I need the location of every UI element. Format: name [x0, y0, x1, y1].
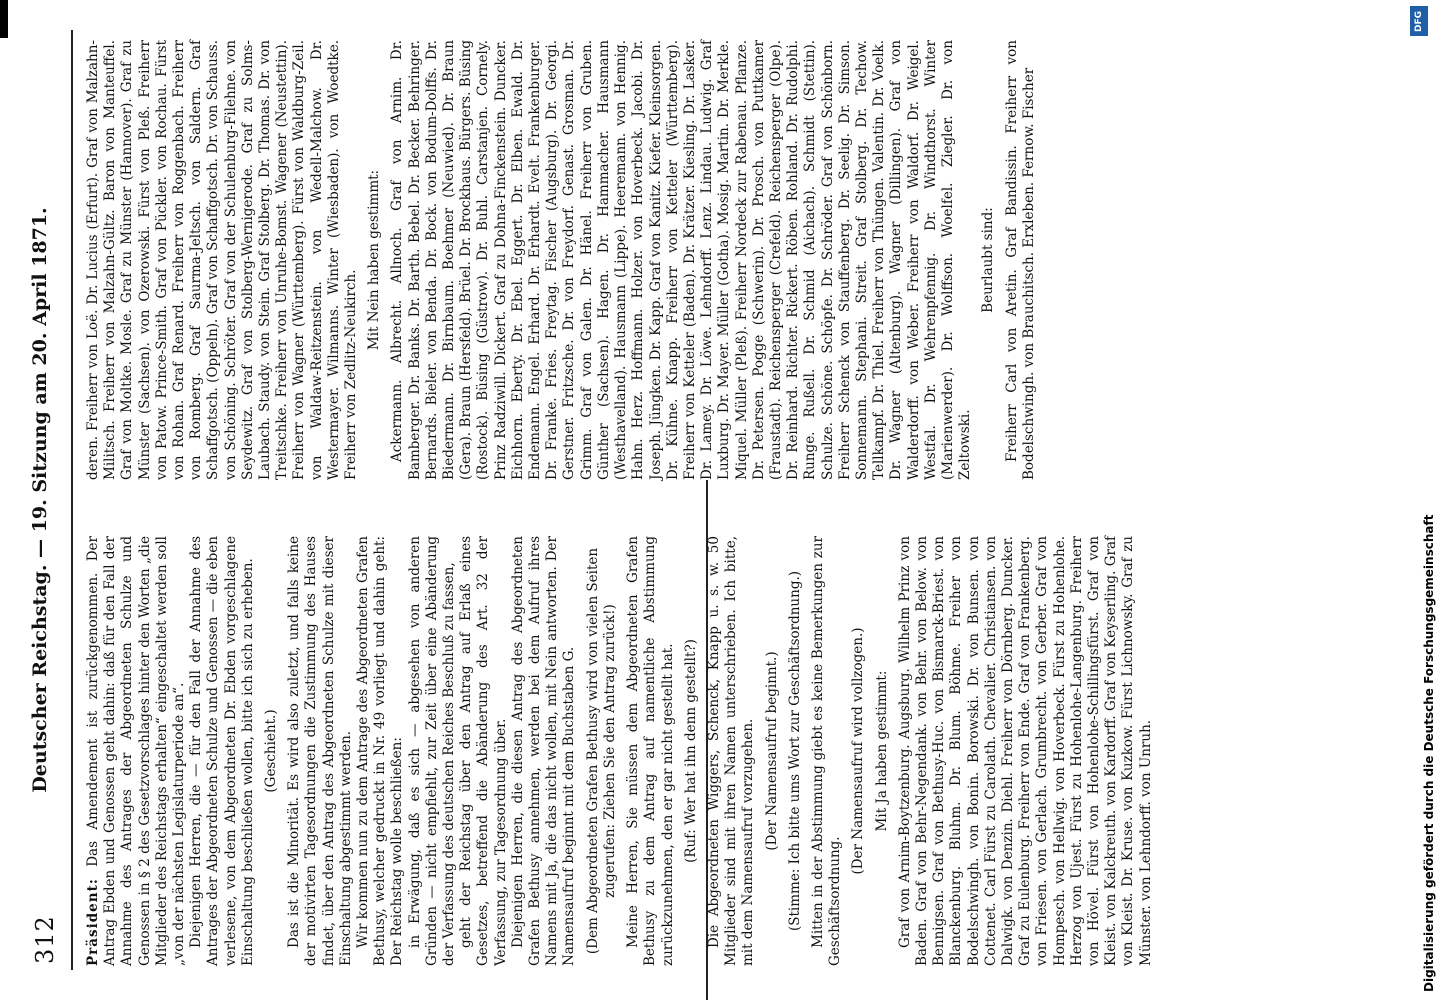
yes-voter-list-continued: deren. Freiherr von Loë. Dr. Lucius (Erfurt). Graf von Malzahn-Militsch. Freiherr von Malzahn-Gültz. Baron von Manteuffel. Graf von Moltke. Mosle. Graf zu Münster (Hannover). Graf zu Münster (Sachsen). von Ozerowski. Fürst von Pleß. Freiherr von Patow. Prince-Smith. Graf von Pückler. von Rochau. Fürst von Rohan. Graf Renard. Freiherr von Roggenbach. Freiherr von Romberg. Graf Saurma-Jeltsch. von Saldern. Graf Schaffgotsch. (Oppeln). Graf von Schaffgotsch. Dr. von Schauss. von Schöning. Schröter. Graf von der Schulenburg-Filehne. von Seydewitz. Graf von Stolberg-Wernigerode. Graf zu Solms-Laubach. Staudy. von Stein. Graf Stolberg. Dr. Thomas. Dr. von Treitschke. Freiherr von Unruhe-Bomst. Wagener (Neustettin). Freiherr von Wagner (Württemberg). Fürst von Waldburg-Zeil. von Waldaw-Reitzenstein. von Wedell-Malchow. Dr. Westermayer. Wilmanns. Winter (Wiesbaden). von Woedtke. Freiherr von Zedlitz-Neukirch. [85, 40, 360, 480]
paragraph-text: Das Amendement ist zurückgenommen. Der Antrag Ebden und Genossen geht dahin: daß für den Fall der Annahme des Antrages der Abgeordneten Schulze und Genossen in § 2 des Gesetzvorschlages hinter den Worten „die Mitglieder des Reichstags erhalten“ eingeschaltet werden soll „von der nächsten Legislaturperiode an“. [85, 536, 188, 966]
paragraph: Die Abgeordneten Wiggers, Schenck, Knapp u. s. w. 50 Mitglieder sind mit ihren Namen unterschrieben. Ich bitte, mit dem Namensaufruf vorzugehen. [705, 536, 757, 966]
vote-heading-no: Mit Nein haben gestimmt: [366, 169, 383, 351]
absent-list: Freiherr Carl von Aretin. Graf Bandissin. Freiherr von Bodelschwingh. von Brauchitsch. Erxleben. Fernow. Fischer [1003, 40, 1037, 480]
page-header [25, 30, 73, 970]
speaker-label: Präsident: [85, 878, 101, 966]
left-column [85, 536, 1155, 966]
paragraph: in Erwägung, daß es sich — abgesehen von anderen Gründen — nicht empfiehlt, zur Zeit über eine Abänderung der Verfassung des deutschen Reiches Beschluß zu fassen, [406, 536, 458, 966]
vote-heading-yes: Mit Ja haben gestimmt: [873, 670, 890, 832]
paragraph: Wir kommen nun zu dem Antrage des Abgeordneten Grafen Bethusy, welcher gedruckt in Nr. 49 vorliegt und dahin geht: Der Reichstag wolle beschließen: [355, 536, 406, 966]
stage-direction: (Ruf: Wer hat ihn denn gestellt?) [682, 639, 699, 863]
paragraph: Diejenigen Herren, die diesen Antrag des Abgeordneten Grafen Bethusy annehmen, werden bei dem Aufruf ihres Namens mit Ja, die das nicht wollen, mit Nein antworten. Der Namensaufruf beginnt mit dem Buchstaben G. [509, 536, 578, 966]
president-statement [85, 536, 188, 966]
stage-direction: (Geschieht.) [263, 709, 280, 793]
stage-direction: (Dem Abgeordneten Grafen Bethusy wird von vielen Seiten zugerufen: Ziehen Sie den Antrag zurück!) [584, 547, 618, 955]
page-title: Deutscher Reichstag. — 19. Sitzung am 20. April 1871. [29, 207, 51, 793]
stage-direction: (Stimme: Ich bitte ums Wort zur Geschäftsordnung.) [786, 570, 803, 932]
scan-edge-mark [0, 0, 8, 38]
paragraph: Meine Herren, Sie müssen dem Abgeordneten Grafen Bethusy zu dem Antrag auf namentliche Abstimmung zurückzunehmen, den er gar nicht gestellt hat. [625, 536, 676, 966]
yes-voter-list: Graf von Arnim-Boytzenburg. Augsburg. Wilhelm Prinz von Baden. Graf von Behr-Negendank. von Behr. von Below. von Bennigsen. Graf von Bethusy-Huc. von Bismarck-Briest. von Blanckenburg. Bluhm. Dr. Blum. Böhme. Freiher von Bodelschwingh. von Bonin. Borowski. Dr. von Bunsen. von Cottenet. Carl Fürst zu Carolath. Chevalier. Christiansen. von Dalwigk. von Denzin. Diehl. Freiherr von Dörnberg. Duncker. Graf zu Eulenburg. Freiherr von Ende. Graf von Frankenberg. von Friesen. von Gerlach. Grumbrecht. von Gerber. Graf von Hompesch. von Hellwig. von Hoverbeck. Fürst zu Hohenlohe. Herzog von Ujest. Fürst zu Hohenlohe-Langenburg. Freiherr von Hövel. Fürst von Hohenlohe-Schillingsfürst. Graf von Kleist. von Kalckreuth. von Kardorff. Graf von Keyserling. Graf von Kleist. Dr. Kruse. von Kuzkow. Fürst Lichnowsky. Graf zu Münster. von Lehndorff. von Unruh. [896, 536, 1154, 966]
rotated-document-page [25, 30, 1405, 970]
right-column [85, 40, 1038, 480]
paragraph: Das ist die Minorität. Es wird also zuletzt, und falls keine der motivirten Tagesordnungen die Zustimmung des Hauses findet, über den Antrag des Abgeordneten Schulze mit dieser Einschaltung abgestimmt werden. [286, 536, 354, 966]
paragraph: geht der Reichstag über den Antrag auf Erlaß eines Gesetzes, betreffend die Abänderung des Art. 32 der Verfassung, zur Tagesordnung über. [458, 536, 509, 966]
dfg-logo: DFG [1410, 6, 1428, 36]
no-voter-list: Ackermann. Albrecht. Allnoch. Graf von Arnim. Dr. Bamberger. Dr. Banks. Dr. Barth. Bebel. Dr. Becker. Behringer. Bernards. Bieler. von Benda. Dr. Bock. von Bodum-Dolffs. Dr. Biedermann. Dr. Birnbaum. Boehmer (Neuwied). Dr. Braun (Gera). Braun (Hersfeld). Brüel. Dr. Brockhaus. Bürgers. Büsing (Rostock). Büsing (Güstrow). Dr. Buhl. Carstanjen. Cornely. Prinz Radziwill. Dickert. Graf zu Dohna-Finckenstein. Duncker. Eichhorn. Eberty. Dr. Ebel. Eggert. Dr. Elben. Ewald. Dr. Endemann. Engel. Erhard. Dr. Erhardt. Evelt. Frankenburger. Dr. Franke. Fries. Freytag. Fischer (Augsburg). Dr. Georgi. Gerstner. Fritzsche. Dr. von Freydorf. Genast. Grosman. Dr. Grimm. Graf von Galen. Dr. Hänel. Freiherr von Gruben. Günther (Sachsen). Hagen. Dr. Hammacher. Hausmann (Westhavelland). Hausmann (Lippe). Heeremann. von Hennig. Hahn. Herz. Hoffmann. Holzer. von Hoverbeck. Jacobi. Dr. Joseph. Jüngken. Dr. Kapp. Graf von Kanitz. Kiefer. Kleinsorgen. Dr. Kühne. Knapp. Freiherr von Ketteler (Württemberg). Freiherr von Ketteler (Baden). Dr. Krätzer. Kiesling. Dr. Lasker. Dr. Lamey. Dr. Löwe. Lehndorff. Lenz. Lindau. Ludwig. Graf Luxburg. Dr. Mayer. Müller (Gotha). Mosig. Martin. Dr. Merkle. Miquel. Müller (Pleß). Freiherr Nordeck zur Rabenau. Pflanze. Dr. Petersen. Pogge (Schwerin). Dr. Prosch. von Puttkamer (Fraustadt). Reichensperger (Crefeld). Reichensperger (Olpe). Dr. Reinhard. Richter. Rickert. Röben. Rohland. Dr. Rudolphi. Runge. Rußell. Dr. Schmid (Aichach). Schmidt (Stettin). Schulze. Schöne. Schöpfe. Dr. Schröder. Graf von Schönborn. Freiherr Schenck von Stauffenberg. Dr. Seelig. Dr. Simson. Sonnemann. Stephani. Streit. Graf Stolberg. Dr. Techow. Tellkampf. Dr. Thiel. Freiherr von Thüngen. Valentin. Dr. Voelk. Dr. Wagner (Altenburg). Wagner (Dillingen). Graf von Walderdorff. von Weber. Freiherr von Waldorf. Dr. Weigel. Westfal. Dr. Wehrenpfennig. Dr. Windthorst. Winter (Marienwerder). Dr. Wolffson. Woelfel. Ziegler. Dr. von Zeltowski. [389, 40, 974, 480]
page-number: 312 [31, 915, 59, 964]
absent-heading: Beurlaubt sind: [980, 207, 997, 313]
paragraph: Mitten in der Abstimmung giebt es keine Bemerkungen zur Geschäftsordnung. [809, 536, 844, 966]
stage-direction: (Der Namensaufruf beginnt.) [763, 651, 780, 851]
stage-direction: (Der Namensaufruf wird vollzogen.) [850, 627, 867, 875]
paragraph: Diejenigen Herren, die — für den Fall der Annahme des Antrages der Abgeordneten Schulze und Genossen — die eben verlesene, von dem Abgeordneten Dr. Ebden vorgeschlagene Einschaltung beschließen wollen, bitte ich sich zu erheben. [188, 536, 256, 966]
digitization-credit: Digitalisierung gefördert durch die Deutsche Forschungsgemeinschaft [1422, 514, 1436, 992]
